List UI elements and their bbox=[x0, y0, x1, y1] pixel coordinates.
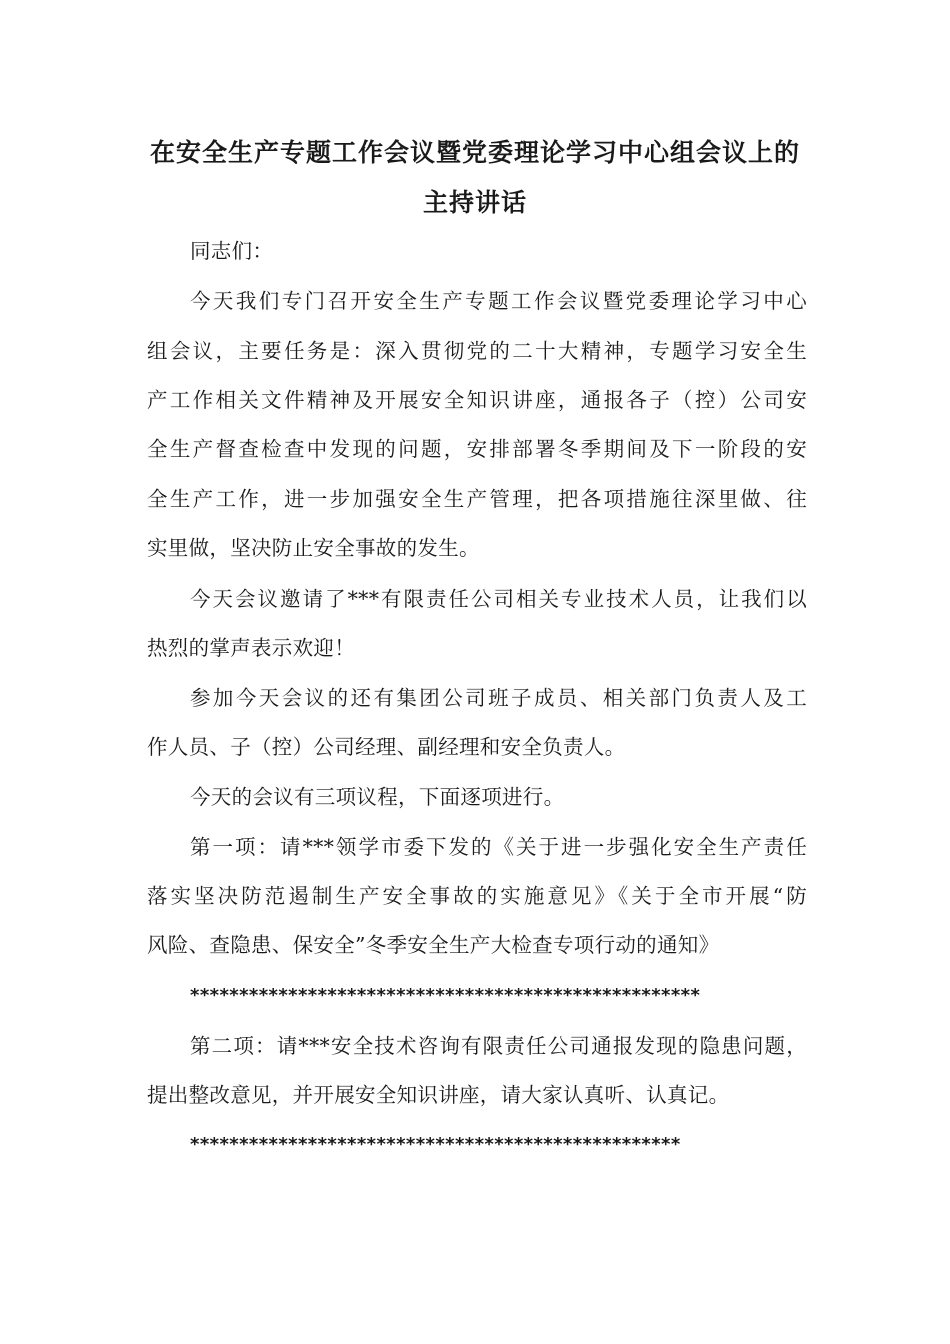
paragraph-3-line-2: 作人员、子（控）公司经理、副经理和安全负责人。 bbox=[147, 735, 626, 759]
paragraph-6-line-2: 提出整改意见，并开展安全知识讲座，请大家认真听、认真记。 bbox=[147, 1083, 730, 1107]
paragraph-6-line-1: 第二项：请***安全技术咨询有限责任公司通报发现的隐患问题， bbox=[190, 1034, 807, 1058]
document-title-line-2: 主持讲话 bbox=[422, 188, 527, 217]
document-title-line-1: 在安全生产专题工作会议暨党委理论学习中心组会议上的 bbox=[149, 138, 800, 167]
paragraph-3-line-1: 参加今天会议的还有集团公司班子成员、相关部门负责人及工 bbox=[190, 686, 807, 710]
paragraph-2-line-2: 热烈的掌声表示欢迎！ bbox=[147, 636, 355, 660]
salutation: 同志们： bbox=[190, 239, 274, 263]
separator-stars-2: ************************************************** bbox=[190, 1134, 681, 1155]
paragraph-5-line-3: 风险、查隐患、保安全”冬季安全生产大检查专项行动的通知》 bbox=[147, 933, 720, 957]
paragraph-1-line-2: 组会议，主要任务是：深入贯彻党的二十大精神，专题学习安全生 bbox=[147, 339, 807, 363]
paragraph-1-line-5: 全生产工作，进一步加强安全生产管理，把各项措施往深里做、往 bbox=[147, 487, 807, 511]
paragraph-2-line-1: 今天会议邀请了***有限责任公司相关专业技术人员，让我们以 bbox=[190, 587, 807, 611]
paragraph-5-line-2: 落实坚决防范遏制生产安全事故的实施意见》《关于全市开展“防 bbox=[147, 884, 807, 908]
paragraph-1-line-3: 产工作相关文件精神及开展安全知识讲座，通报各子（控）公司安 bbox=[147, 388, 807, 412]
separator-stars-1: **************************************************** bbox=[190, 985, 701, 1006]
paragraph-1-line-1: 今天我们专门召开安全生产专题工作会议暨党委理论学习中心 bbox=[190, 289, 807, 313]
paragraph-5-line-1: 第一项：请***领学市委下发的《关于进一步强化安全生产责任 bbox=[190, 835, 807, 859]
paragraph-1-line-4: 全生产督查检查中发现的问题，安排部署冬季期间及下一阶段的安 bbox=[147, 437, 807, 461]
paragraph-1-line-6: 实里做，坚决防止安全事故的发生。 bbox=[147, 536, 480, 560]
paragraph-4-line-1: 今天的会议有三项议程，下面逐项进行。 bbox=[190, 785, 565, 809]
